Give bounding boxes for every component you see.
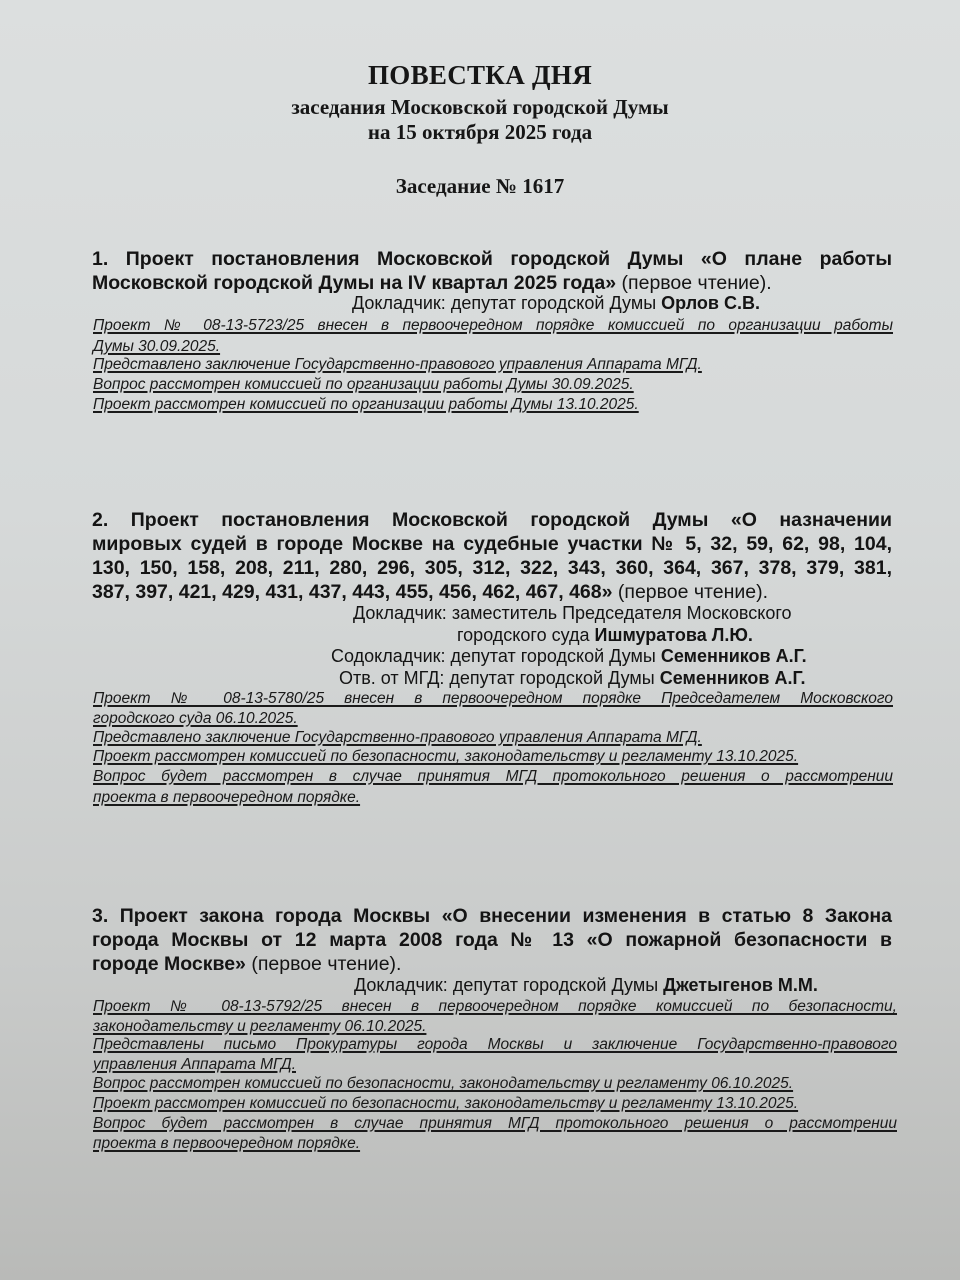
reading-note: (первое чтение). [616, 272, 772, 294]
reporter-line [352, 292, 760, 314]
reading-note: (первое чтение). [245, 953, 402, 975]
item-title-text: Проект постановления Московской городской Думы «О назначении [130, 509, 892, 531]
reporter-role: Содокладчик: [331, 646, 446, 666]
reading-note: (первое чтение). [612, 581, 769, 603]
item-heading-line [92, 556, 892, 580]
item-title-text: 387, 397, 421, 429, 431, 437, 443, 455, 456, 462, 467, 468» [92, 581, 613, 603]
reporter-name: Семенников А.Г. [659, 668, 806, 688]
item-note: управления Аппарата МГД. [93, 1056, 296, 1073]
item-note: проекта в первоочередном порядке. [93, 789, 361, 806]
item-number: 3. [92, 905, 109, 927]
item-note: проекта в первоочередном порядке. [93, 1135, 361, 1152]
item-note: Проект рассмотрен комиссией по безопасности, законодательству и регламенту 13.10.2025. [93, 748, 799, 765]
reporter-role: Докладчик: [353, 603, 447, 623]
reporter-line [457, 624, 753, 646]
item-note: Думы 30.09.2025. [93, 338, 221, 355]
item-note: Вопрос будет рассмотрен в случае принятия МГД протокольного решения о рассмотрении [93, 768, 893, 785]
reporter-role: Докладчик: [354, 975, 448, 995]
item-note: Представлено заключение Государственно-правового управления Аппарата МГД. [93, 729, 702, 746]
reporter-role: Докладчик: [352, 293, 446, 313]
item-note: Проект № 08-13-5780/25 внесен в первоочередном порядке Председателем Московского [93, 690, 893, 707]
item-note: законодательству и регламенту 06.10.2025. [93, 1018, 427, 1035]
item-note: Проект рассмотрен комиссией по организации работы Думы 13.10.2025. [93, 396, 639, 413]
reporter-line [339, 667, 805, 689]
item-note: Представлено заключение Государственно-правового управления Аппарата МГД. [93, 356, 702, 373]
reporter-position: депутат городской Думы [452, 975, 664, 995]
item-note: Вопрос рассмотрен комиссией по организации работы Думы 30.09.2025. [93, 376, 634, 393]
reporter-name: Ишмуратова Л.Ю. [594, 625, 753, 645]
item-heading-line [92, 580, 892, 604]
item-heading-line [92, 532, 892, 556]
item-note: Вопрос рассмотрен комиссией по безопасности, законодательству и регламенту 06.10.2025. [93, 1075, 794, 1092]
item-note: Проект рассмотрен комиссией по безопасности, законодательству и регламенту 13.10.2025. [93, 1095, 799, 1112]
item-note: городского суда 06.10.2025. [93, 710, 298, 727]
item-note: Проект № 08-13-5792/25 внесен в первоочередном порядке комиссией по безопасности, [93, 998, 897, 1015]
item-note: Представлены письмо Прокуратуры города Москвы и заключение Государственно-правового [93, 1036, 897, 1053]
reporter-position: заместитель Председателя Московского [451, 603, 792, 623]
item-title-text: Московской городской Думы на IV квартал 2025 года» [92, 272, 617, 294]
item-title-text: городе Москве» [92, 953, 246, 975]
item-heading-line [92, 508, 892, 532]
item-note: Вопрос будет рассмотрен в случае принятия МГД протокольного решения о рассмотрении [93, 1115, 897, 1132]
reporter-line [353, 602, 792, 624]
item-title-text: 130, 150, 158, 208, 211, 280, 296, 305, 312, 322, 343, 360, 364, 367, 378, 379, 381, [92, 557, 892, 579]
reporter-position: депутат городской Думы [449, 668, 660, 688]
item-heading-line [92, 952, 892, 976]
item-number: 1. [92, 248, 109, 270]
reporter-name: Семенников А.Г. [660, 646, 807, 666]
item-title-text: Проект закона города Москвы «О внесении изменения в статью 8 Закона [119, 905, 892, 927]
reporter-name: Орлов С.В. [661, 293, 760, 313]
item-note: Проект № 08-13-5723/25 внесен в первоочередном порядке комиссией по организации работы [93, 317, 893, 334]
item-title-text: города Москвы от 12 марта 2008 года № 13 «О пожарной безопасности в [92, 929, 892, 951]
item-title-text: Проект постановления Московской городской Думы «О плане работы [125, 248, 892, 270]
item-number: 2. [92, 509, 109, 531]
item-title-text: мировых судей в городе Москве на судебные участки № 5, 32, 59, 62, 98, 104, [92, 533, 892, 555]
reporter-line [354, 974, 818, 996]
reporter-position: депутат городской Думы [450, 293, 662, 313]
meeting-date: на 15 октября 2025 года [367, 120, 593, 144]
reporter-role: Отв. от МГД: [339, 668, 445, 688]
document-subtitle: заседания Московской городской Думы [291, 95, 669, 119]
reporter-position: городского суда [457, 625, 595, 645]
reporter-name: Джетыгенов М.М. [663, 975, 818, 995]
item-heading-line [92, 904, 892, 928]
reporter-position: депутат городской Думы [450, 646, 661, 666]
document-title: ПОВЕСТКА ДНЯ [367, 60, 593, 90]
session-number: Заседание № 1617 [395, 174, 565, 198]
item-heading-line [92, 247, 892, 271]
item-heading-line [92, 928, 892, 952]
reporter-line [331, 645, 807, 667]
